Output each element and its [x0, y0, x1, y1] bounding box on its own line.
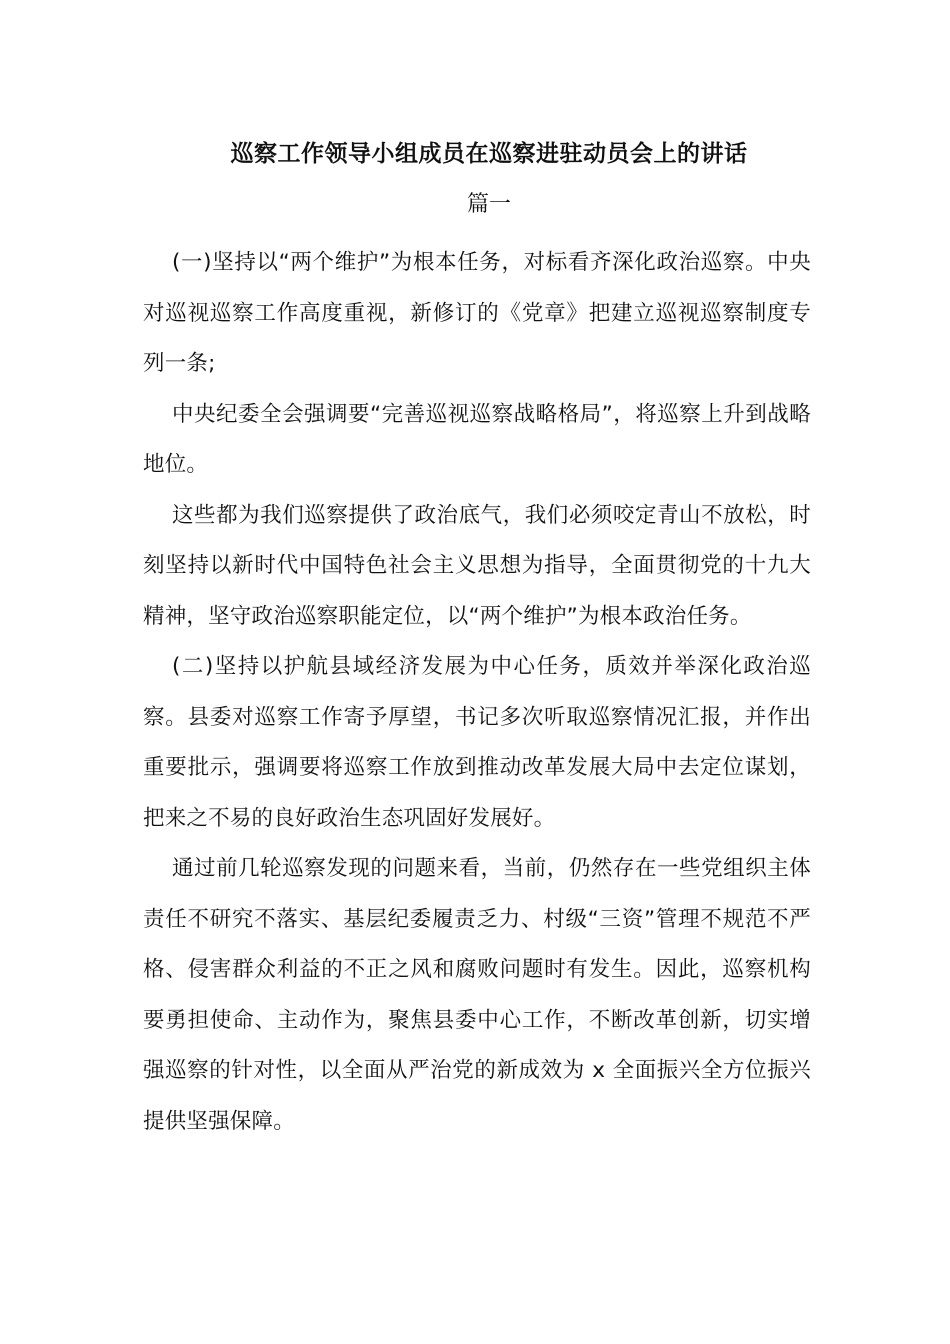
paragraph: (二)坚持以护航县域经济发展为中心任务，质效并举深化政治巡察。县委对巡察工作寄予厚望，书记多次听取巡察情况汇报，并作出重要批示，强调要将巡察工作放到推动改革发展大局中去定位谋划，把来之不易的良好政治生态巩固好发展好。 [143, 654, 811, 831]
paragraph: (一)坚持以“两个维护”为根本任务，对标看齐深化政治巡察。中央对巡视巡察工作高度重视，新修订的《党章》把建立巡视巡察制度专列一条; [143, 250, 811, 376]
section-label: 篇一 [466, 192, 511, 217]
paragraph: 这些都为我们巡察提供了政治底气，我们必须咬定青山不放松，时刻坚持以新时代中国特色社会主义思想为指导，全面贯彻党的十九大精神，坚守政治巡察职能定位，以“两个维护”为根本政治任务。 [143, 502, 811, 629]
document-body [143, 238, 811, 1147]
paragraph: 通过前几轮巡察发现的问题来看，当前，仍然存在一些党组织主体责任不研究不落实、基层纪委履责乏力、村级“三资”管理不规范不严格、侵害群众利益的不正之风和腐败问题时有发生。因此，巡察机构要勇担使命、主动作为，聚焦县委中心工作，不断改革创新，切实增强巡察的针对性，以全面从严治党的新成效为 x 全面振兴全方位振兴提供坚强保障。 [143, 856, 811, 1134]
document-title: 巡察工作领导小组成员在巡察进驻动员会上的讲话 [230, 141, 748, 167]
paragraph: 中央纪委全会强调要“完善巡视巡察战略格局”，将巡察上升到战略地位。 [143, 401, 811, 477]
